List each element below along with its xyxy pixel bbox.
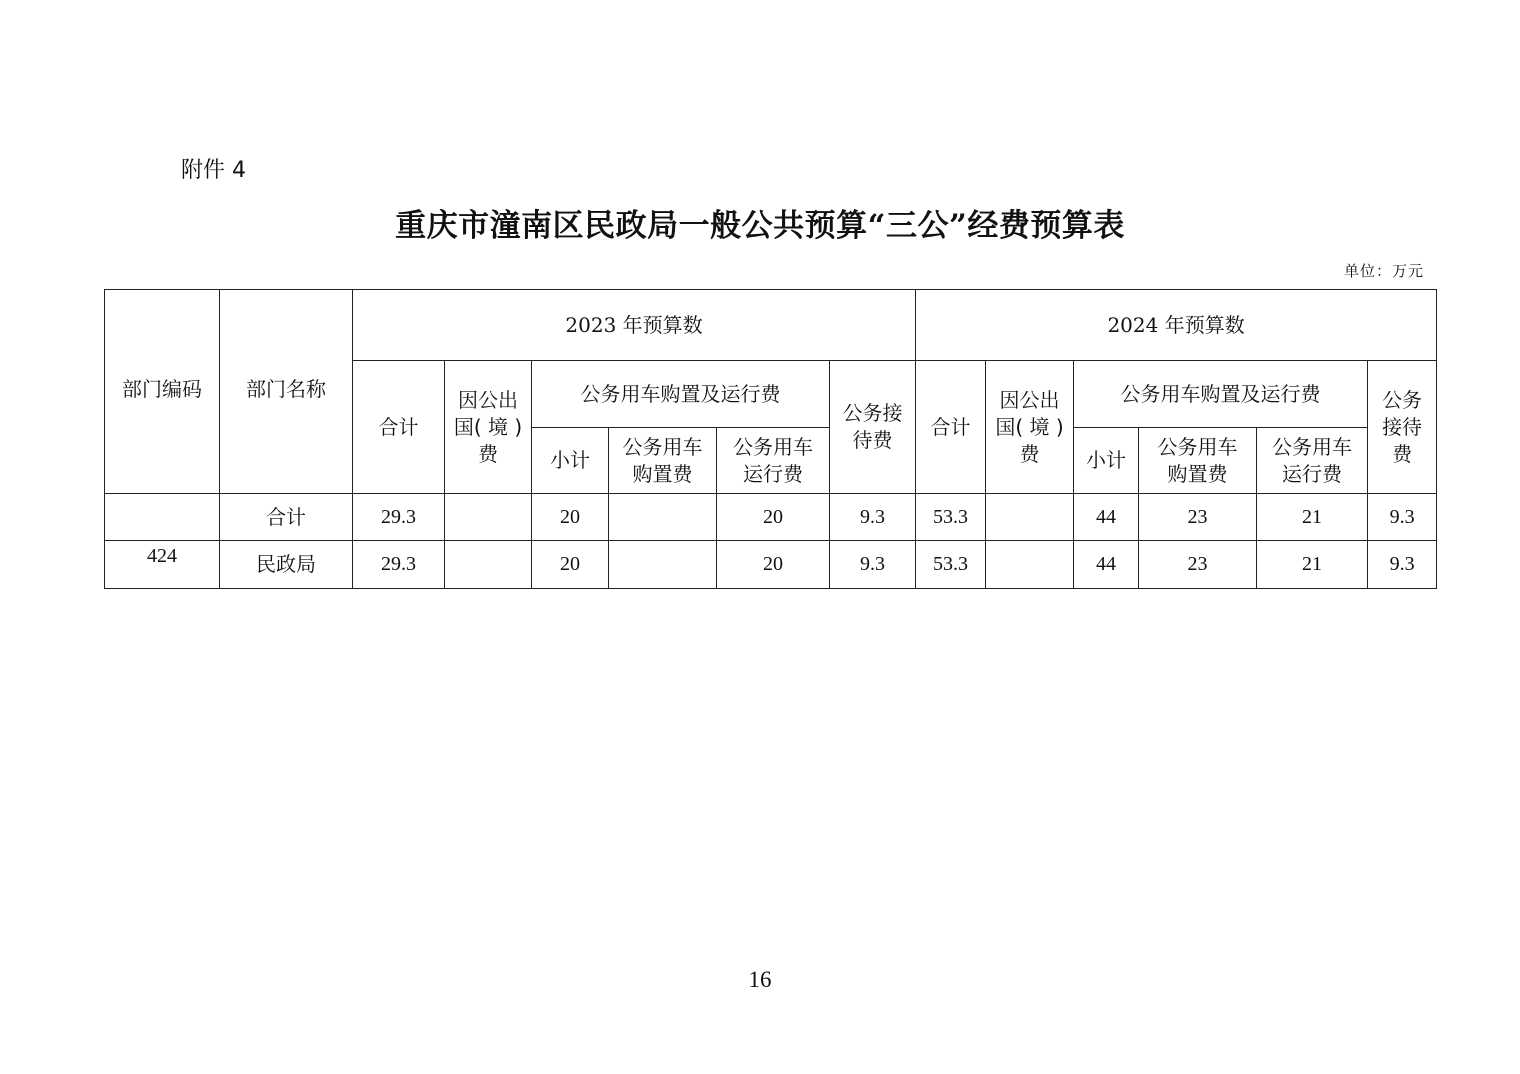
header-year-2023: 2023 年预算数: [353, 290, 916, 361]
cell-2023-subtotal: 20: [532, 494, 609, 541]
header-vehicle-2024: 公务用车购置及运行费: [1074, 361, 1368, 428]
unit-label: 单位：万元: [1343, 262, 1424, 280]
cell-2024-operation: 21: [1257, 494, 1368, 541]
header-operation-2024: 公务用车 运行费: [1257, 428, 1368, 494]
cell-code: 424: [105, 541, 220, 589]
cell-2023-purchase: [609, 541, 717, 589]
table-row: [105, 541, 1437, 589]
cell-code: [105, 494, 220, 541]
cell-2024-purchase: 23: [1139, 541, 1257, 589]
cell-2023-reception: 9.3: [830, 494, 916, 541]
budget-table: [104, 289, 1437, 589]
cell-2024-purchase: 23: [1139, 494, 1257, 541]
cell-name: 民政局: [220, 541, 353, 589]
cell-2023-total: 29.3: [353, 541, 445, 589]
header-reception-2023: 公务接 待费: [830, 361, 916, 494]
header-purchase-2023: 公务用车 购置费: [609, 428, 717, 494]
header-row-years: [105, 290, 1437, 361]
cell-2023-abroad: [445, 541, 532, 589]
header-dept-name: 部门名称: [220, 290, 353, 494]
header-operation-2023: 公务用车 运行费: [717, 428, 830, 494]
header-subtotal-2024: 小计: [1074, 428, 1139, 494]
cell-name: 合计: [220, 494, 353, 541]
cell-2023-total: 29.3: [353, 494, 445, 541]
header-purchase-2024: 公务用车 购置费: [1139, 428, 1257, 494]
cell-2024-abroad: [986, 494, 1074, 541]
cell-2024-reception: 9.3: [1368, 541, 1437, 589]
cell-2024-reception: 9.3: [1368, 494, 1437, 541]
cell-2024-subtotal: 44: [1074, 541, 1139, 589]
header-vehicle-2023: 公务用车购置及运行费: [532, 361, 830, 428]
header-year-2024: 2024 年预算数: [916, 290, 1437, 361]
cell-2023-subtotal: 20: [532, 541, 609, 589]
cell-2024-subtotal: 44: [1074, 494, 1139, 541]
cell-2024-total: 53.3: [916, 494, 986, 541]
attachment-label: 附件 4: [181, 158, 246, 183]
header-dept-code: 部门编码: [105, 290, 220, 494]
header-abroad-2023: 因公出 国( 境 ) 费: [445, 361, 532, 494]
header-total-2023: 合计: [353, 361, 445, 494]
header-reception-2024: 公务 接待 费: [1368, 361, 1437, 494]
header-total-2024: 合计: [916, 361, 986, 494]
cell-2024-abroad: [986, 541, 1074, 589]
cell-2023-operation: 20: [717, 494, 830, 541]
table-row: [105, 494, 1437, 541]
cell-2023-purchase: [609, 494, 717, 541]
cell-2024-total: 53.3: [916, 541, 986, 589]
header-abroad-2024: 因公出 国( 境 ) 费: [986, 361, 1074, 494]
page-number: 16: [748, 967, 772, 992]
page-title: 重庆市潼南区民政局一般公共预算“三公”经费预算表: [395, 208, 1125, 244]
cell-2024-operation: 21: [1257, 541, 1368, 589]
cell-2023-operation: 20: [717, 541, 830, 589]
cell-2023-abroad: [445, 494, 532, 541]
cell-2023-reception: 9.3: [830, 541, 916, 589]
header-subtotal-2023: 小计: [532, 428, 609, 494]
